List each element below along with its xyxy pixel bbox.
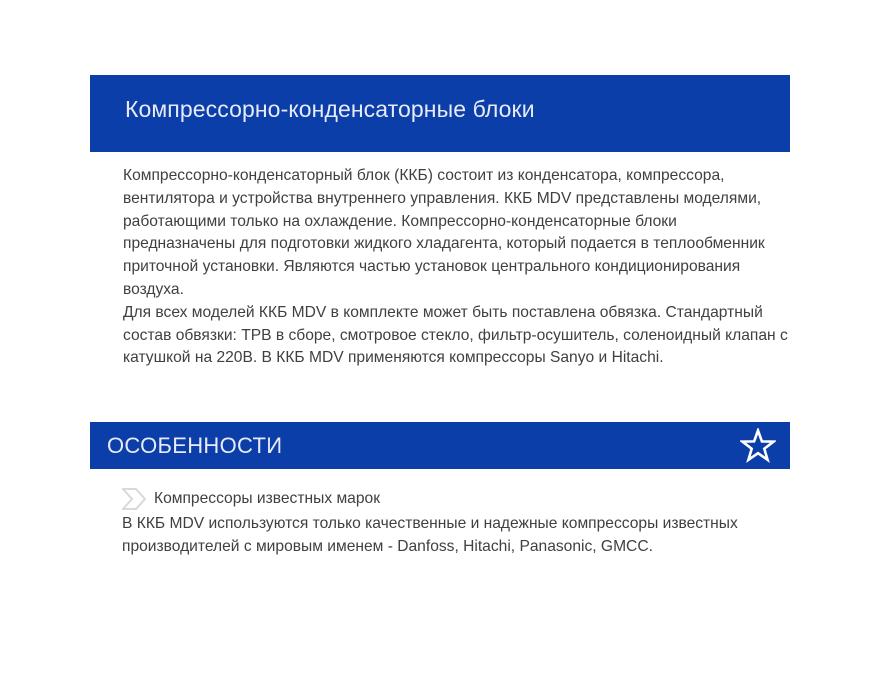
page-title: Компрессорно-конденсаторные блоки [125, 95, 535, 122]
features-heading: ОСОБЕННОСТИ [107, 432, 283, 458]
chevron-right-icon [122, 488, 146, 510]
intro-text [123, 165, 793, 370]
feature-title: Компрессоры известных марок [154, 490, 381, 507]
intro-paragraph-1: Компрессорно-конденсаторный блок (ККБ) состоит из конденсатора, компрессора, вентилятора и устройства внутреннего управления. ККБ MDV представлены моделями, работающими только на охлаждение. Компрессорно-конденсаторные блоки предназначены для подготовки жидкого хладагента, который подается в теплообменник приточной установки. Являются частью установок центрального кондиционирования воздуха. [123, 167, 765, 298]
star-icon [740, 428, 776, 464]
features-banner [90, 422, 790, 469]
intro-paragraph-2: Для всех моделей ККБ MDV в комплекте может быть поставлена обвязка. Стандартный состав обвязки: ТРВ в сборе, смотровое стекло, фильтр-осушитель, соленоидный клапан с катушкой на 220В. В ККБ MDV применяются компрессоры Sanyo и Hitachi. [123, 303, 788, 367]
feature-description: В ККБ MDV используются только качественные и надежные компрессоры известных производителей с мировым именем - Danfoss, Hitachi, Panasonic, GMCC. [122, 515, 738, 555]
feature-item [122, 488, 380, 510]
title-banner [90, 75, 790, 152]
